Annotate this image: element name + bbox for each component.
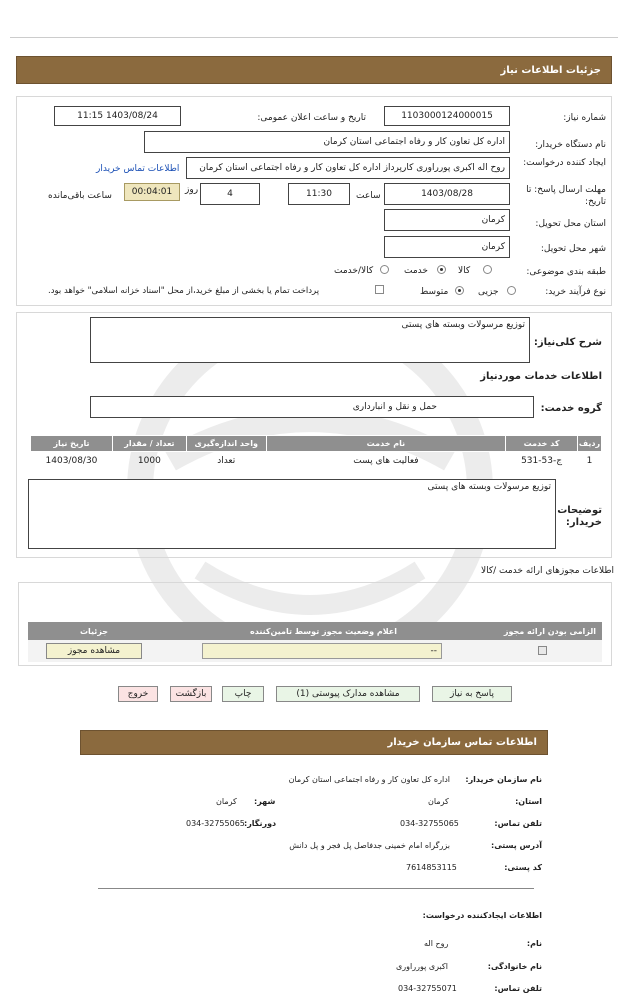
service-group-field: حمل و نقل و انبارداری	[90, 396, 534, 418]
announce-field: 1403/08/24 11:15	[54, 106, 181, 126]
process-minor-radio[interactable]	[507, 286, 516, 295]
contact-city-value: کرمان	[216, 797, 237, 806]
remaining-time-field: 00:04:01	[124, 183, 180, 201]
col-code: کد خدمت	[506, 436, 578, 452]
category-goods-radio[interactable]	[483, 265, 492, 274]
back-button[interactable]: بازگشت	[170, 686, 212, 702]
category-service-label: خدمت	[404, 266, 428, 276]
permit-col-required: الزامی بودن ارائه مجوز	[503, 627, 596, 636]
creator-name-label: نام:	[526, 939, 542, 948]
creator-field: روح اله اکبری پورراوری کارپرداز اداره کل تعاون کار و رفاه اجتماعی استان کرمان	[186, 157, 510, 179]
cell-code: ج-53-531	[521, 455, 563, 466]
col-date: تاریخ نیاز	[31, 436, 113, 452]
org-value: اداره کل تعاون کار و رفاه اجتماعی استان کرمان	[288, 775, 450, 784]
description-field: توزیع مرسولات وبسته های پستی	[90, 317, 530, 363]
days-label: روز	[185, 185, 199, 195]
creator-family-label: نام خانوادگی:	[487, 962, 542, 971]
address-value: بزرگراه امام خمینی جدفاصل پل فجر و پل دانش	[289, 841, 450, 850]
province-field: کرمان	[384, 209, 510, 231]
process-label: نوع فرآیند خرید:	[545, 287, 606, 297]
contact-title: اطلاعات تماس سازمان خریدار	[387, 737, 537, 748]
process-medium-radio[interactable]	[455, 286, 464, 295]
buyer-field: اداره کل تعاون کار و رفاه اجتماعی استان کرمان	[144, 131, 510, 153]
col-qty: تعداد / مقدار	[112, 436, 186, 452]
category-both-label: کالا/خدمت	[334, 266, 374, 276]
province-label: استان محل تحویل:	[535, 219, 606, 229]
creator-phone-label: تلفن تماس:	[494, 984, 542, 993]
postal-value: 7614853115	[406, 863, 457, 872]
attachments-button[interactable]: مشاهده مدارک پیوستی (1)	[276, 686, 420, 702]
services-table	[30, 435, 602, 470]
category-service-radio[interactable]	[437, 265, 446, 274]
payment-checkbox[interactable]	[375, 285, 384, 294]
cell-row: 1	[586, 455, 593, 466]
col-unit: واحد اندازه‌گیری	[186, 436, 266, 452]
deadline-date-field: 1403/08/28	[384, 183, 510, 205]
cell-qty: 1000	[137, 455, 161, 466]
postal-label: کد پستی:	[504, 863, 542, 872]
permit-status-field: --	[202, 643, 442, 659]
service-group-label: گروه خدمت:	[540, 403, 602, 414]
announce-label: تاریخ و ساعت اعلان عمومی:	[257, 113, 366, 123]
buyer-notes-field: توزیع مرسولات وبسته های پستی	[28, 479, 556, 549]
city-label: شهر محل تحویل:	[540, 244, 606, 254]
creator-name-value: روح اله	[424, 939, 449, 948]
description-label: شرح کلی‌نیاز:	[533, 337, 602, 348]
table-row	[31, 452, 602, 470]
contact-province-value: کرمان	[428, 797, 449, 806]
permit-col-details: جزئیات	[80, 627, 109, 636]
buyer-notes-label: توضیحات خریدار:	[557, 505, 602, 528]
deadline-time-field: 11:30	[288, 183, 350, 205]
contact-divider	[98, 888, 534, 889]
cell-unit: تعداد	[217, 455, 236, 466]
need-number-field: 1103000124000015	[384, 106, 510, 126]
remaining-label: ساعت باقی‌مانده	[48, 191, 112, 201]
view-permit-button[interactable]: مشاهده مجوز	[46, 643, 142, 659]
permit-col-status: اعلام وضعیت مجوز توسط تامین‌کننده	[250, 627, 397, 636]
cell-name: فعالیت های پست	[353, 455, 419, 466]
top-divider	[10, 37, 618, 38]
contact-city-label: شهر:	[254, 797, 276, 806]
payment-note: پرداخت تمام یا بخشی از مبلغ خرید،از محل "اسناد خزانه اسلامی" خواهد بود.	[48, 286, 320, 296]
contact-fax-value: 034-32755065	[186, 819, 245, 828]
address-label: آدرس پستی:	[491, 841, 542, 850]
contact-phone-label: تلفن تماس:	[494, 819, 542, 828]
need-number-label: شماره نیاز:	[563, 113, 606, 123]
city-field: کرمان	[384, 236, 510, 258]
permits-title: اطلاعات مجوزهای ارائه خدمت /کالا	[480, 566, 614, 576]
reply-button[interactable]: پاسخ به نیاز	[432, 686, 512, 702]
process-medium-label: متوسط	[420, 287, 449, 297]
col-name: نام خدمت	[266, 436, 505, 452]
services-section-title: اطلاعات خدمات موردنیاز	[480, 371, 602, 382]
permit-required-checkbox	[538, 646, 547, 655]
process-minor-label: جزیی	[478, 287, 499, 297]
col-row: ردیف	[578, 436, 602, 452]
exit-button[interactable]: خروج	[118, 686, 158, 702]
services-table-header	[31, 436, 602, 452]
creator-info-title: اطلاعات ایجادکننده درخواست:	[422, 911, 542, 920]
print-button[interactable]: چاپ	[222, 686, 264, 702]
org-label: نام سازمان خریدار:	[465, 775, 542, 784]
category-both-radio[interactable]	[380, 265, 389, 274]
contact-phone-value: 034-32755065	[400, 819, 459, 828]
contact-province-label: استان:	[515, 797, 542, 806]
time-label: ساعت	[356, 191, 381, 201]
category-goods-label: کالا	[458, 266, 471, 276]
page-title: جزئیات اطلاعات نیاز	[500, 65, 601, 76]
buyer-label: نام دستگاه خریدار:	[535, 140, 606, 150]
creator-phone-value: 034-32755071	[398, 984, 457, 993]
deadline-label: مهلت ارسال پاسخ: تا تاریخ:	[526, 185, 606, 207]
buyer-contact-link[interactable]: اطلاعات تماس خریدار	[96, 164, 180, 174]
page-header	[16, 56, 612, 84]
days-field: 4	[200, 183, 260, 205]
contact-fax-label: دورنگار:	[244, 819, 277, 828]
creator-label: ایجاد کننده درخواست:	[523, 158, 606, 168]
creator-family-value: اکبری پورراوری	[396, 962, 448, 971]
category-label: طبقه بندی موضوعی:	[526, 267, 606, 277]
cell-date: 1403/08/30	[45, 455, 98, 466]
contact-header	[80, 730, 548, 755]
